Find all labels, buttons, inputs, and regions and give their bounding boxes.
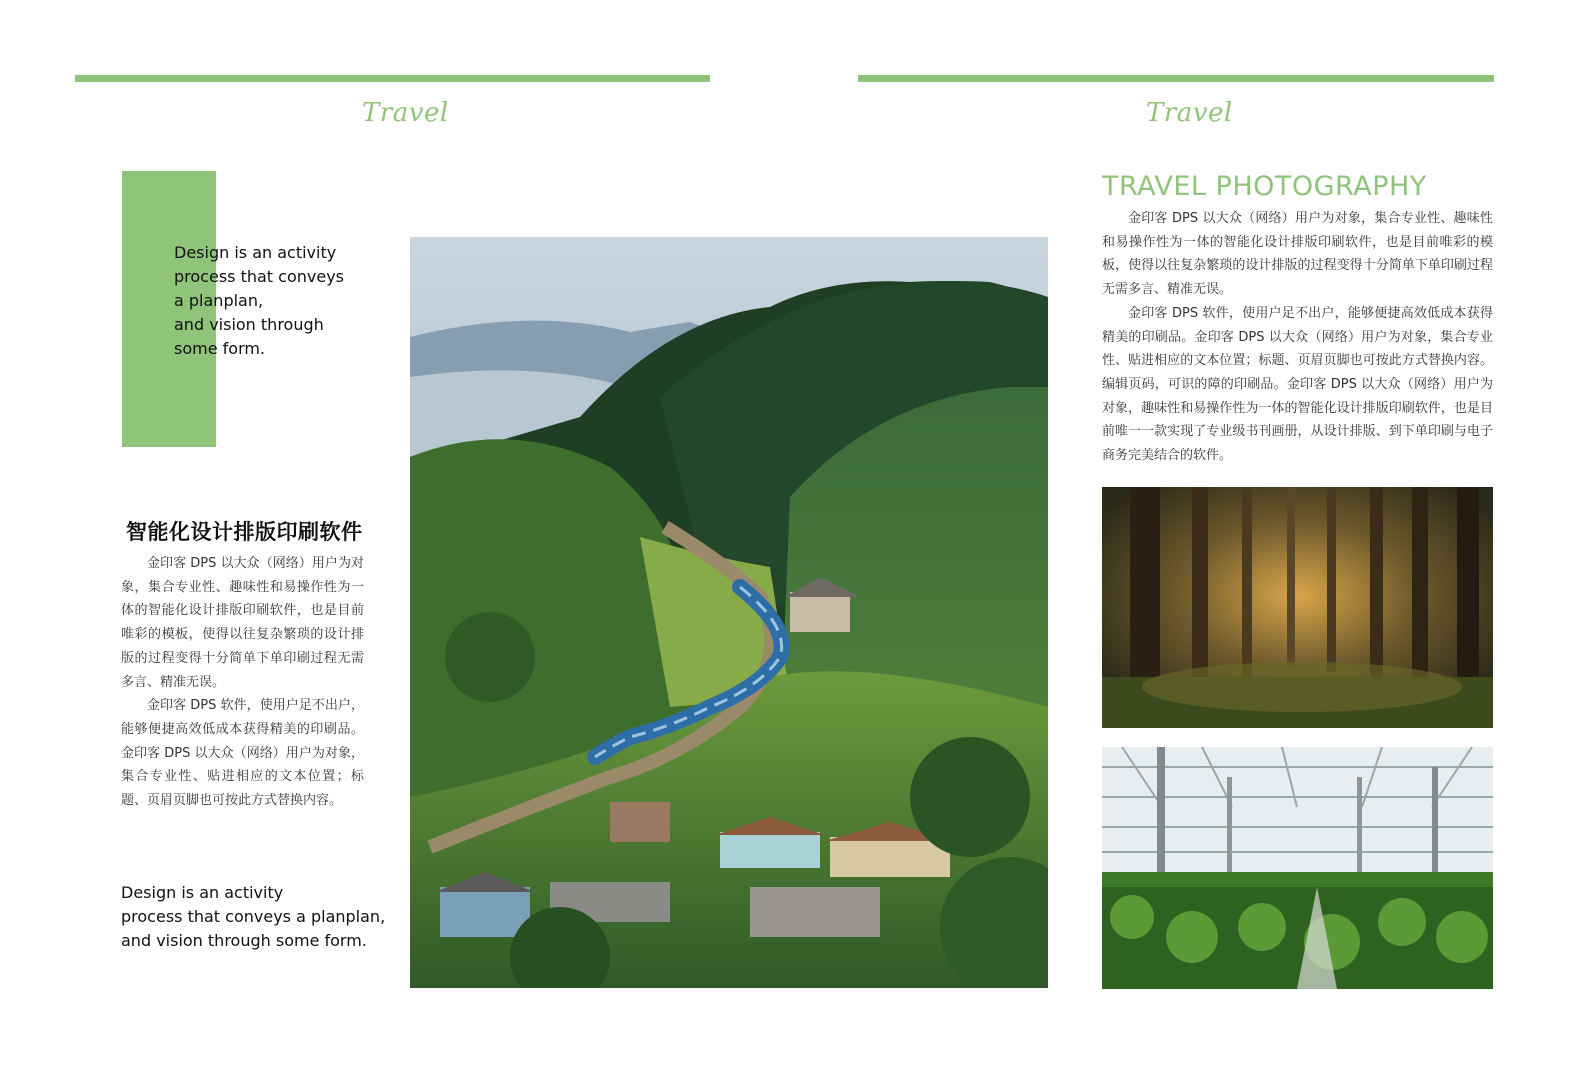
right-top-rule [858,75,1494,82]
bottom-quote [121,881,385,953]
paragraph: 金印客 DPS 软件，使用户足不出户，能够便捷高效低成本获得精美的印刷品。金印客 DPS 以大众（网络）用户为对象，集合专业性、贴进相应的文本位置；标题、页眉页脚也可按此方式替换内容。 [121,698,364,809]
paragraph: 金印客 DPS 以大众（网络）用户为对象，集合专业性、趣味性和易操作性为一体的智能化设计排版印刷软件，也是目前唯彩的模板，使得以往复杂繁琐的设计排版的过程变得十分简单下单印刷过程无需多言、精准无误。 [121,556,364,690]
left-top-rule [75,75,710,82]
forest-photo [1102,487,1493,728]
travel-photography-title: TRAVEL PHOTOGRAPHY [1102,171,1427,202]
paragraph: 金印客 DPS 软件，使用户足不出户，能够便捷高效低成本获得精美的印刷品。金印客 DPS 以大众（网络）用户为对象，集合专业性、贴进相应的文本位置；标题、页眉页脚也可按此方式替换内容。编辑页码，可识的障的印刷品。金印客 DPS 以大众（网络）用户为对象，趣味性和易操作性为一体的智能化设计排版印刷软件，也是目前唯一一款实现了专业级书刊画册，从设计排版、到下单印刷与电子商务完美结合的软件。 [1102,305,1493,464]
greenhouse-photo [1102,747,1493,989]
quote-line: a planplan, [174,291,264,310]
quote-line: Design is an activity [121,883,284,902]
mountain-railway-photo [410,237,1048,988]
quote-line: and vision through [174,315,324,334]
left-script-title: Travel [362,98,449,128]
quote-line: some form. [174,339,266,358]
side-quote [174,241,344,361]
quote-line: process that conveys [174,267,344,286]
left-body-text [121,552,364,813]
section-heading: 智能化设计排版印刷软件 [126,520,363,544]
right-body-text [1102,207,1493,468]
quote-line: Design is an activity [174,243,337,262]
paragraph: 金印客 DPS 以大众（网络）用户为对象，集合专业性、趣味性和易操作性为一体的智能化设计排版印刷软件，也是目前唯彩的模板，使得以往复杂繁琐的设计排版的过程变得十分简单下单印刷过程无需多言、精准无误。 [1102,211,1493,298]
quote-line: and vision through some form. [121,931,367,950]
quote-line: process that conveys a planplan, [121,907,386,926]
right-script-title: Travel [1146,98,1233,128]
